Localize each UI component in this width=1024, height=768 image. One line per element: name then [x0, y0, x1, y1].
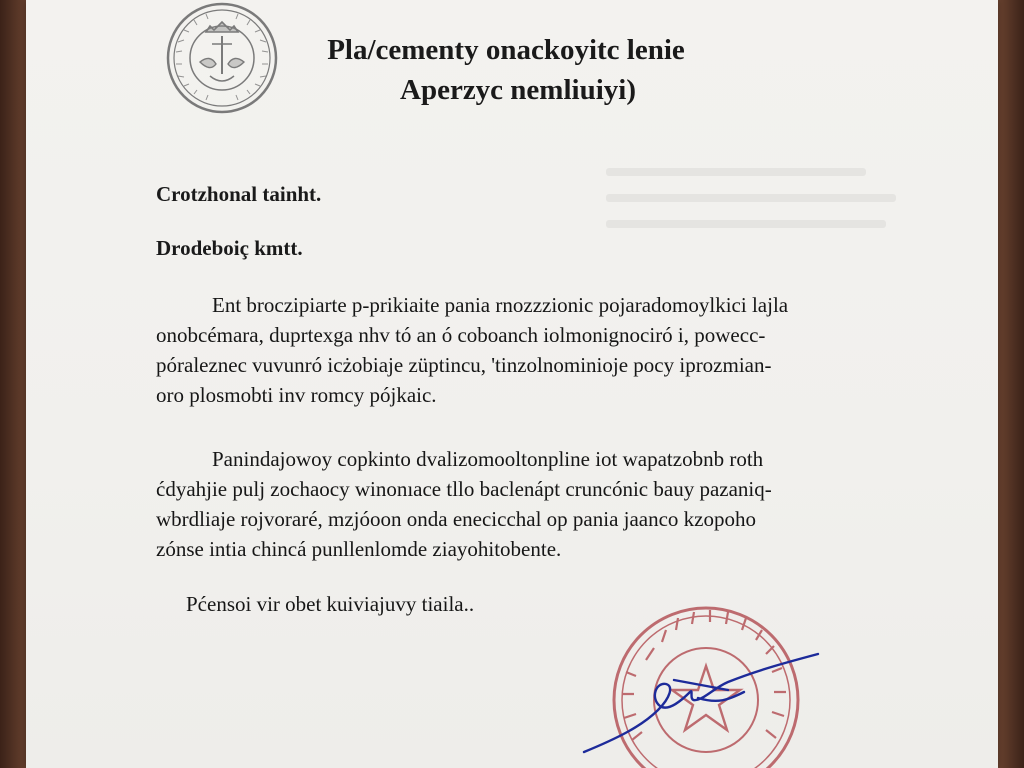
desk-edge-left [0, 0, 28, 768]
paragraph-2 [156, 444, 874, 564]
title-line-1: Pla/cementy onackoyitc lenie [327, 34, 685, 66]
letter-page [26, 0, 998, 768]
paragraph-1-line: póraleznec vuvunró icżobiaje züptincu, 'tinzolnominioje pocy iprozmian- [156, 353, 772, 377]
title-line-2: Aperzyc nemliuiyi) [400, 74, 636, 106]
handwritten-signature [578, 640, 828, 760]
paragraph-1-line: oro plosmobti inv romcy pójkaic. [156, 383, 437, 407]
paragraph-1-line: Ent broczipiarte p-prikiaite pania rnozzzionic pojaradomoylkici lajla [212, 293, 789, 317]
paragraph-2-line: zónse intia chincá punllenlomde ziayohitobente. [156, 537, 562, 561]
letter-title [276, 30, 736, 110]
desk-edge-right [998, 0, 1024, 768]
paragraph-2-line: Panindajowoy copkinto dvalizomooltonpline iot wapatzobnb roth [212, 447, 764, 471]
salutation-line-2: Drodeboiç kmtt. [156, 236, 303, 260]
show-through-text [606, 168, 906, 246]
closing-line: Pćensoi vir obet kuiviajuvy tiaila.. [186, 592, 475, 616]
paragraph-2-line: ćdyahjie pulj zochaocy winonıace tllo baclenápt cruncónic bauy pazaniq- [156, 477, 772, 501]
salutation-line-1: Crotzhonal tainht. [156, 182, 322, 206]
paragraph-2-line: wbrdliaje rojvoraré, mzjóoon onda enecicchal op pania jaanco kzopoho [156, 507, 757, 531]
paragraph-1 [156, 290, 874, 410]
paragraph-1-line: onobcémara, duprtexga nhv tó an ó cobоanch iolmonignociró i, powecc- [156, 323, 766, 347]
